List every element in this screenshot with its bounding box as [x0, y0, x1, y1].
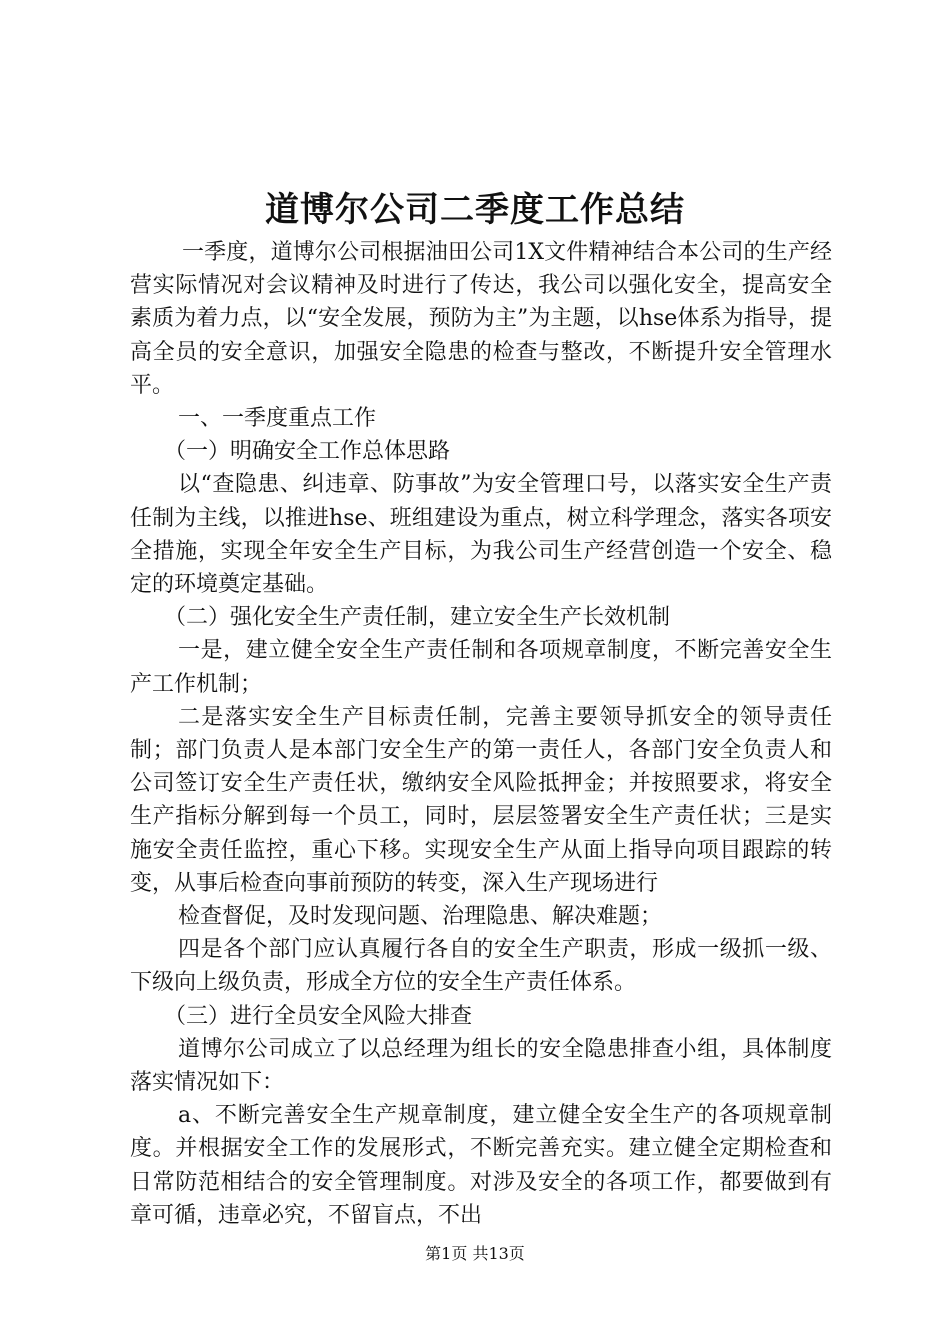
page-footer: 第1页 共13页 [425, 1244, 525, 1263]
paragraph: 检查督促，及时发现问题、治理隐患、解决难题； [178, 904, 663, 930]
document-body [130, 236, 832, 1232]
paragraph: 二是落实安全生产目标责任制，完善主要领导抓安全的领导责任制；部门负责人是本部门安全生产的第一责任人，各部门安全负责人和公司签订安全生产责任状，缴纳安全风险抵押金；并按照要求，将安全生产指标分解到每一个员工，同时，层层签署安全生产责任状；三是实施安全责任监控，重心下移。实现安全生产从面上指导向项目跟踪的转变，从事后检查向事前预防的转变，深入生产现场进行 [130, 704, 832, 896]
document-title: 道博尔公司二季度工作总结 [265, 190, 685, 230]
section-heading: 一、一季度重点工作 [178, 406, 377, 432]
paragraph: a、不断完善安全生产规章制度，建立健全安全生产的各项规章制度。并根据安全工作的发展形式，不断完善充实。建立健全定期检查和日常防范相结合的安全管理制度。对涉及安全的各项工作，都要做到有章可循，违章必究，不留盲点，不出 [130, 1103, 832, 1228]
subsection-heading: （一）明确安全工作总体思路 [164, 439, 451, 465]
paragraph: 以“查隐患、纠违章、防事故”为安全管理口号，以落实安全生产责任制为主线，以推进hse、班组建设为重点，树立科学理念，落实各项安全措施，实现全年安全生产目标，为我公司生产经营创造一个安全、稳定的环境奠定基础。 [130, 472, 832, 598]
paragraph: 四是各个部门应认真履行各自的安全生产职责，形成一级抓一级、下级向上级负责，形成全方位的安全生产责任体系。 [130, 937, 832, 996]
subsection-heading: （二）强化安全生产责任制，建立安全生产长效机制 [164, 605, 671, 631]
paragraph: 一是，建立健全安全生产责任制和各项规章制度，不断完善安全生产工作机制； [130, 638, 832, 697]
subsection-heading: （三）进行全员安全风险大排查 [164, 1003, 473, 1029]
paragraph: 一季度，道博尔公司根据油田公司1X文件精神结合本公司的生产经营实际情况对会议精神及时进行了传达，我公司以强化安全，提高安全素质为着力点，以“安全发展，预防为主”为主题，以hse体系为指导，提高全员的安全意识，加强安全隐患的检查与整改，不断提升安全管理水平。 [130, 240, 832, 398]
paragraph: 道博尔公司成立了以总经理为组长的安全隐患排查小组，具体制度落实情况如下： [130, 1036, 832, 1096]
